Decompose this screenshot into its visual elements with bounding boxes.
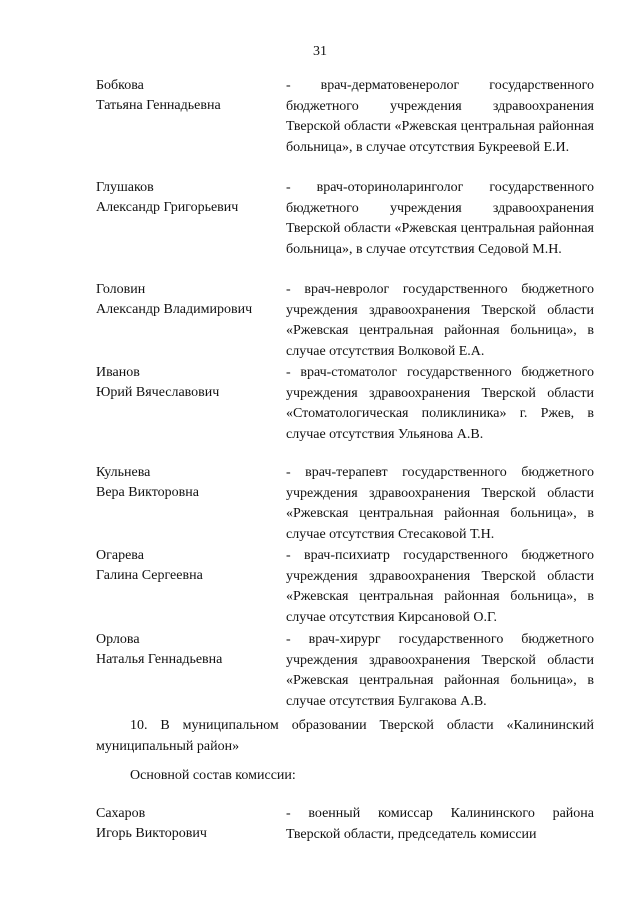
person-name (96, 630, 286, 670)
position-description: - врач-хирург государственного бюджетного учреждения здравоохранения Тверской области «Ржевская центральная районная больница», в случае отсутствия Булгакова А.В. (286, 632, 594, 709)
person-name (96, 178, 286, 218)
given-names: Игорь Викторович (96, 826, 207, 841)
person-name (96, 546, 286, 586)
person-name (96, 463, 286, 503)
given-names: Татьяна Геннадьевна (96, 98, 221, 113)
commission-subheading: Основной состав комиссии: (130, 768, 296, 783)
surname: Огарева (96, 548, 144, 563)
position-description: - врач-психиатр государственного бюджетного учреждения здравоохранения Тверской области «Ржевская центральная районная больница», в случае отсутствия Кирсановой О.Г. (286, 548, 594, 625)
position-description: - врач-оториноларинголог государственного бюджетного учреждения здравоохранения Тверской области «Ржевская центральная районная больница», в случае отсутствия Седовой М.Н. (286, 180, 594, 257)
surname: Сахаров (96, 806, 146, 821)
surname: Кульнева (96, 465, 151, 480)
given-names: Юрий Вячеславович (96, 385, 220, 400)
given-names: Александр Владимирович (96, 302, 253, 317)
surname: Иванов (96, 365, 140, 380)
given-names: Наталья Геннадьевна (96, 652, 223, 667)
surname: Головин (96, 282, 146, 297)
position-description: - врач-невролог государственного бюджетного учреждения здравоохранения Тверской области «Ржевская центральная районная больница», в случае отсутствия Волковой Е.А. (286, 282, 594, 359)
section-paragraph: 10. В муниципальном образовании Тверской области «Калининский муниципальный район» (96, 718, 594, 754)
person-name (96, 76, 286, 116)
position-description: - врач-терапевт государственного бюджетного учреждения здравоохранения Тверской области «Ржевская центральная районная больница», в случае отсутствия Стесаковой Т.Н. (286, 465, 594, 542)
surname: Орлова (96, 632, 140, 647)
given-names: Галина Сергеевна (96, 568, 203, 583)
position-description: - военный комиссар Калининского района Тверской области, председатель комиссии (286, 806, 594, 842)
given-names: Вера Викторовна (96, 485, 199, 500)
person-name (96, 280, 286, 320)
surname: Бобкова (96, 78, 144, 93)
position-description: - врач-стоматолог государственного бюджетного учреждения здравоохранения Тверской области «Стоматологическая поликлиника» г. Ржев, в случае отсутствия Ульянова А.В. (286, 365, 594, 442)
position-description: - врач-дерматовенеролог государственного бюджетного учреждения здравоохранения Тверской области «Ржевская центральная районная больница», в случае отсутствия Букреевой Е.И. (286, 78, 594, 155)
page-number: 31 (313, 44, 327, 59)
person-name (96, 363, 286, 403)
surname: Глушаков (96, 180, 154, 195)
given-names: Александр Григорьевич (96, 200, 239, 215)
person-name (96, 804, 286, 844)
